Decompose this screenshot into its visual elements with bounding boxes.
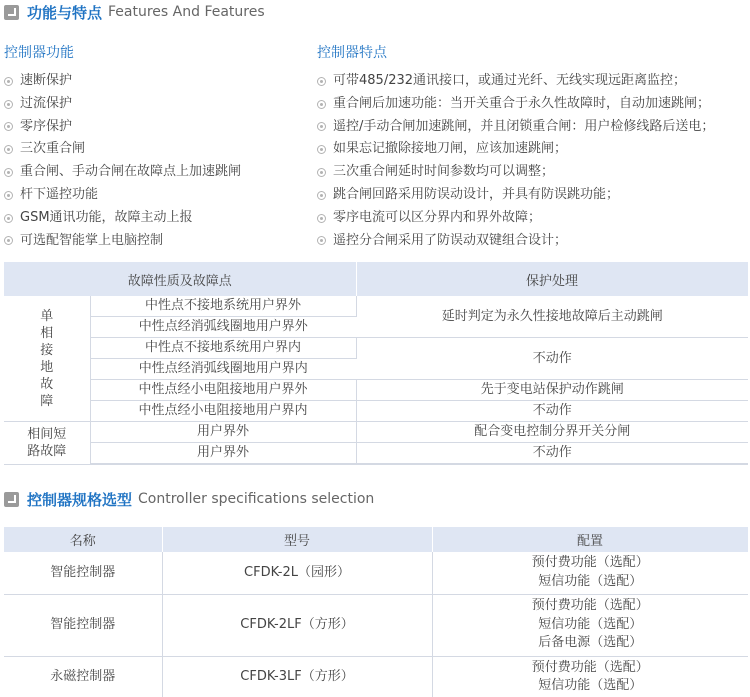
list-item: 零序电流可以区分界内和界外故障； xyxy=(317,207,714,230)
config-text: 预付费功能（选配） 短信功能（选配） 后备电源（选配） xyxy=(531,598,649,651)
product-model: CFDK-2LF（方形） xyxy=(162,594,432,656)
list-item: 杆下遥控功能 xyxy=(4,184,241,207)
header-protection: 保护处理 xyxy=(356,262,748,296)
bullet-icon xyxy=(4,236,13,245)
bullet-icon xyxy=(4,145,13,154)
bullet-icon xyxy=(317,236,326,245)
spec-selection-table xyxy=(4,527,749,697)
bullet-icon xyxy=(4,77,13,86)
fault-point: 中性点经小电阻接地用户界内 xyxy=(90,401,356,422)
list-item: 过流保护 xyxy=(4,93,241,116)
table-row xyxy=(4,443,748,465)
functions-title: 控制器功能 xyxy=(4,45,74,61)
list-item: 速断保护 xyxy=(4,70,241,93)
table-row xyxy=(4,594,748,656)
category-text: 相间短 路故障 xyxy=(27,426,67,459)
protection-action: 不动作 xyxy=(356,401,748,422)
table-row xyxy=(4,338,748,359)
fault-point: 用户界外 xyxy=(90,443,356,465)
category-phase-to-phase xyxy=(4,422,90,465)
functions-list xyxy=(4,70,241,252)
table-row xyxy=(4,401,748,422)
header-name: 名称 xyxy=(4,527,162,552)
bullet-icon xyxy=(4,214,13,223)
product-config xyxy=(432,656,748,697)
features-list xyxy=(317,70,714,252)
protection-action: 延时判定为永久性接地故障后主动跳闸 xyxy=(356,296,748,338)
bullet-icon xyxy=(4,122,13,131)
fault-point: 中性点不接地系统用户界内 xyxy=(90,338,356,359)
protection-action: 不动作 xyxy=(356,443,748,465)
category-text: 单 相 接 地 故 障 xyxy=(40,308,54,409)
fault-point: 中性点经小电阻接地用户界外 xyxy=(90,380,356,401)
features-title: 控制器特点 xyxy=(317,45,387,61)
bullet-icon xyxy=(317,145,326,154)
header-config: 配置 xyxy=(432,527,748,552)
list-item: 如果忘记撤除接地刀闸，应该加速跳闸； xyxy=(317,138,714,161)
product-model: CFDK-3LF（方形） xyxy=(162,656,432,697)
list-item: 可带485/232通讯接口，或通过光纤、无线实现远距离监控； xyxy=(317,70,714,93)
table-row xyxy=(4,552,748,594)
protection-action: 不动作 xyxy=(356,338,748,380)
bullet-icon xyxy=(317,77,326,86)
fault-point: 中性点经消弧线圈地用户界内 xyxy=(90,359,356,380)
bullet-icon xyxy=(4,191,13,200)
section-title-en: Controller specifications selection xyxy=(138,491,375,507)
product-config xyxy=(432,594,748,656)
fault-point: 中性点不接地系统用户界外 xyxy=(90,296,356,317)
product-config xyxy=(432,552,748,594)
list-item: 重合闸、手动合闸在故障点上加速跳闸 xyxy=(4,161,241,184)
features-section-header xyxy=(4,2,265,22)
protection-action: 先于变电站保护动作跳闸 xyxy=(356,380,748,401)
product-name: 永磁控制器 xyxy=(4,656,162,697)
table-row xyxy=(4,656,748,697)
category-single-phase xyxy=(4,296,90,422)
bullet-icon xyxy=(317,214,326,223)
fault-point: 用户界外 xyxy=(90,422,356,443)
table-header-row xyxy=(4,527,748,552)
config-text: 预付费功能（选配） 短信功能（选配） xyxy=(531,659,649,693)
list-item: 三次重合闸延时时间参数均可以调整； xyxy=(317,161,714,184)
list-item: 零序保护 xyxy=(4,116,241,139)
fault-point: 中性点经消弧线圈地用户界外 xyxy=(90,317,356,338)
section-title-cn: 功能与特点 xyxy=(27,3,103,22)
bullet-icon xyxy=(4,100,13,109)
table-header-row xyxy=(4,262,748,296)
table-row xyxy=(4,380,748,401)
list-item: 遥控分合闸采用了防误动双键组合设计； xyxy=(317,230,714,253)
config-text: 预付费功能（选配） 短信功能（选配） xyxy=(531,555,649,589)
product-name: 智能控制器 xyxy=(4,594,162,656)
list-item: GSM通讯功能，故障主动上报 xyxy=(4,207,241,230)
product-name: 智能控制器 xyxy=(4,552,162,594)
bullet-icon xyxy=(317,168,326,177)
bullet-icon xyxy=(4,168,13,177)
spec-section-header xyxy=(4,489,374,509)
bullet-icon xyxy=(317,100,326,109)
section-arrow-icon xyxy=(4,492,19,507)
table-row xyxy=(4,422,748,443)
header-model: 型号 xyxy=(162,527,432,552)
protection-action: 配合变电控制分界开关分闸 xyxy=(356,422,748,443)
list-item: 可选配智能掌上电脑控制 xyxy=(4,230,241,253)
section-arrow-icon xyxy=(4,5,19,20)
list-item: 跳合闸回路采用防误动设计，并具有防误跳功能； xyxy=(317,184,714,207)
bullet-icon xyxy=(317,122,326,131)
list-item: 重合闸后加速功能：当开关重合于永久性故障时，自动加速跳闸； xyxy=(317,93,714,116)
product-model: CFDK-2L（园形） xyxy=(162,552,432,594)
list-item: 三次重合闸 xyxy=(4,138,241,161)
list-item: 遥控/手动合闸加速跳闸，并且闭锁重合闸：用户检修线路后送电； xyxy=(317,116,714,139)
header-fault-type: 故障性质及故障点 xyxy=(4,262,356,296)
section-title-cn: 控制器规格选型 xyxy=(27,490,133,509)
table-row xyxy=(4,296,748,317)
section-title-en: Features And Features xyxy=(108,4,265,20)
bullet-icon xyxy=(317,191,326,200)
fault-protection-table xyxy=(4,262,749,465)
